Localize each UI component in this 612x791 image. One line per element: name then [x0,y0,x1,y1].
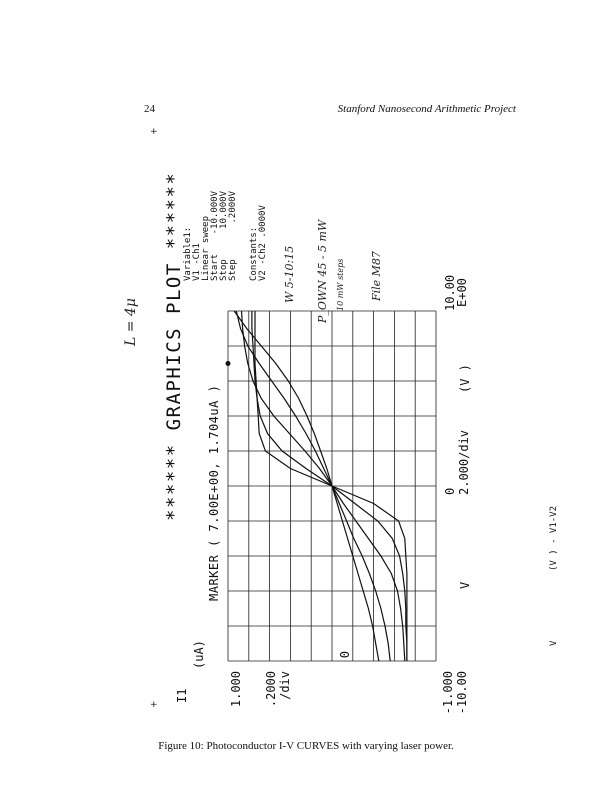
variable-panel [183,190,268,281]
footer-variable-right: (V ) - V1-V2 [549,505,559,571]
handwritten-width: W 5-10:15 [283,245,296,303]
stop-label: Stop [219,259,229,281]
constants-line: V2 -Ch2 .0000V [258,205,268,281]
y-tick-zero: 0 [338,651,352,659]
y-tick-top: 1.000 [229,671,243,708]
marker-readout: MARKER ( 7.00E+00, 1.704uA ) [207,384,221,601]
marker-point [226,361,231,366]
page-number: 24 [144,103,155,115]
y-axis-unit: (uA) [192,640,206,669]
x-tick-left: -10.00 [455,671,469,715]
variables-line1: V1 -Ch1 [192,243,202,281]
handwritten-power: P_OWN 45 - 5 mW [316,219,329,323]
x-var-left: V [458,581,472,589]
stop-value: 10.000V [219,191,229,229]
y-div-value: .2000 [264,671,278,708]
x-div: 2.000/div [457,429,471,495]
handwritten-file: File M87 [370,251,383,301]
handwritten-steps: 10 mW steps [336,258,345,311]
constants-title: Constants: [249,226,259,281]
step-value: .2000V [228,191,238,224]
start-label: Start [210,253,220,281]
registration-mark-bottom: + [150,700,158,710]
footer-variable-left: V [549,640,559,646]
running-title: Stanford Nanosecond Arithmetic Project [337,103,516,115]
x-tick-center: 0 [443,487,457,495]
x-tick-right-exponent: E+00 [455,278,469,307]
y-tick-bottom: -1.000 [441,671,455,715]
y-div-unit: /div [278,671,292,700]
registration-mark-top: + [150,127,158,137]
step-label: Step [228,259,238,281]
plot-banner: ****** GRAPHICS PLOT ****** [163,171,185,521]
figure-caption: Figure 10: Photoconductor I-V CURVES with varying laser power. [158,740,454,752]
variables-line2: Linear sweep [201,215,211,281]
y-axis-title: I1 [175,688,189,703]
handwritten-length: L = 4μ [123,298,139,346]
variables-title: Variable1: [183,226,193,281]
x-unit: (V ) [458,364,472,393]
x-tick-right: 10.00 [443,274,457,311]
start-value: -10.000V [210,191,220,235]
